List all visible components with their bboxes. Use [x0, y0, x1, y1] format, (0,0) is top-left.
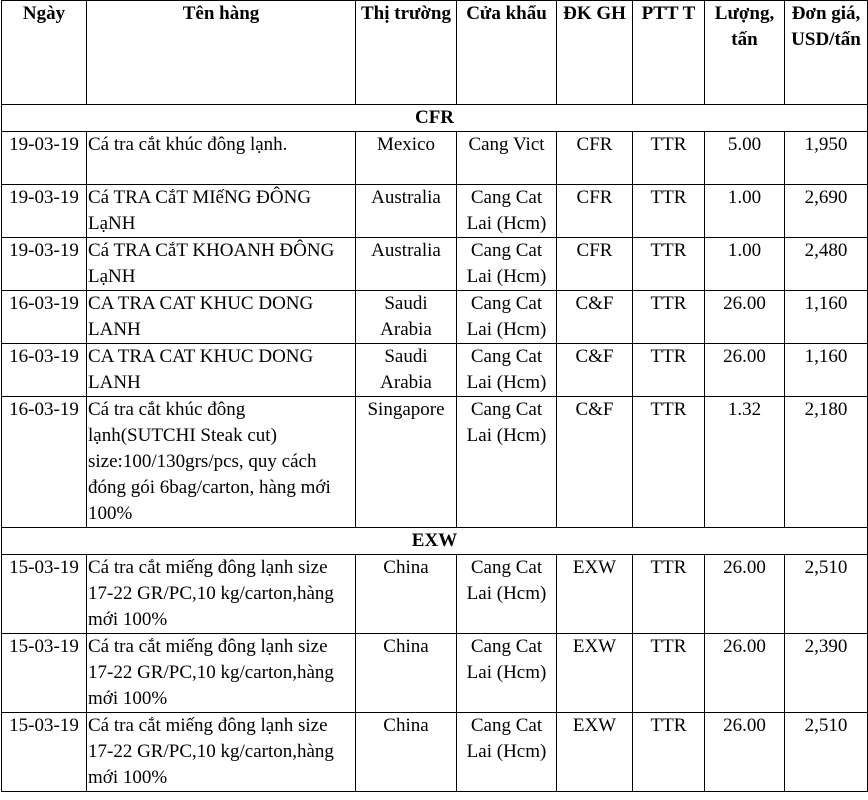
cell-unit-price: 2,390: [785, 634, 868, 713]
cell-payment-method: TTR: [633, 634, 705, 713]
table-row: [2, 713, 868, 792]
cell-market: Mexico: [356, 132, 457, 185]
col-header-market: Thị trường: [356, 1, 457, 105]
cell-port: Cang Cat Lai (Hcm): [457, 238, 557, 291]
cell-date: 16-03-19: [2, 344, 87, 397]
cell-unit-price: 2,690: [785, 185, 868, 238]
cell-quantity: 26.00: [705, 634, 785, 713]
cell-date: 19-03-19: [2, 238, 87, 291]
cell-port: Cang Cat Lai (Hcm): [457, 713, 557, 792]
table-row: [2, 555, 868, 634]
cell-payment-method: TTR: [633, 291, 705, 344]
cell-quantity: 1.32: [705, 397, 785, 528]
cell-delivery-terms: C&F: [557, 397, 633, 528]
cell-product: CA TRA CAT KHUC DONG LANH: [87, 291, 356, 344]
cell-market: Australia: [356, 238, 457, 291]
cell-unit-price: 1,160: [785, 291, 868, 344]
cell-market: Australia: [356, 185, 457, 238]
cell-port: Cang Cat Lai (Hcm): [457, 291, 557, 344]
col-header-delivery-terms: ĐK GH: [557, 1, 633, 105]
cell-delivery-terms: EXW: [557, 634, 633, 713]
cell-delivery-terms: CFR: [557, 132, 633, 185]
cell-product: Cá tra cắt khúc đông lạnh(SUTCHI Steak cut) size:100/130grs/pcs, quy cách đóng gói 6bag/carton, hàng mới 100%: [87, 397, 356, 528]
cell-payment-method: TTR: [633, 555, 705, 634]
cell-port: Cang Cat Lai (Hcm): [457, 555, 557, 634]
export-price-table: [1, 0, 868, 792]
cell-product: Cá TRA CắT KHOANH ĐÔNG LạNH: [87, 238, 356, 291]
cell-market: Singapore: [356, 397, 457, 528]
cell-port: Cang Cat Lai (Hcm): [457, 397, 557, 528]
cell-date: 16-03-19: [2, 397, 87, 528]
table-row: [2, 238, 868, 291]
cell-date: 15-03-19: [2, 634, 87, 713]
cell-date: 15-03-19: [2, 555, 87, 634]
cell-product: Cá tra cắt khúc đông lạnh.: [87, 132, 356, 185]
cell-payment-method: TTR: [633, 397, 705, 528]
cell-date: 19-03-19: [2, 185, 87, 238]
col-header-payment-method: PTT T: [633, 1, 705, 105]
col-header-port: Cửa khẩu: [457, 1, 557, 105]
table-row: [2, 344, 868, 397]
col-header-unit-price: Đơn giá, USD/tấn: [785, 1, 868, 105]
table-row: [2, 634, 868, 713]
cell-delivery-terms: CFR: [557, 238, 633, 291]
cell-market: China: [356, 555, 457, 634]
table-row: [2, 397, 868, 528]
table-row: [2, 132, 868, 185]
cell-quantity: 26.00: [705, 291, 785, 344]
cell-market: Saudi Arabia: [356, 344, 457, 397]
cell-delivery-terms: C&F: [557, 291, 633, 344]
group-label: EXW: [2, 528, 868, 555]
cell-delivery-terms: EXW: [557, 555, 633, 634]
cell-payment-method: TTR: [633, 238, 705, 291]
group-row-exw: [2, 528, 868, 555]
cell-payment-method: TTR: [633, 344, 705, 397]
cell-quantity: 5.00: [705, 132, 785, 185]
cell-quantity: 1.00: [705, 238, 785, 291]
group-row-cfr: [2, 105, 868, 132]
cell-date: 15-03-19: [2, 713, 87, 792]
cell-port: Cang Cat Lai (Hcm): [457, 185, 557, 238]
cell-unit-price: 2,510: [785, 555, 868, 634]
cell-quantity: 1.00: [705, 185, 785, 238]
cell-product: Cá TRA CắT MIếNG ĐÔNG LạNH: [87, 185, 356, 238]
cell-market: China: [356, 713, 457, 792]
table-row: [2, 291, 868, 344]
cell-delivery-terms: CFR: [557, 185, 633, 238]
cell-product: Cá tra cắt miếng đông lạnh size 17-22 GR/PC,10 kg/carton,hàng mới 100%: [87, 713, 356, 792]
cell-delivery-terms: C&F: [557, 344, 633, 397]
cell-quantity: 26.00: [705, 555, 785, 634]
col-header-quantity: Lượng, tấn: [705, 1, 785, 105]
group-label: CFR: [2, 105, 868, 132]
cell-quantity: 26.00: [705, 713, 785, 792]
cell-unit-price: 2,510: [785, 713, 868, 792]
col-header-product: Tên hàng: [87, 1, 356, 105]
cell-date: 16-03-19: [2, 291, 87, 344]
cell-market: Saudi Arabia: [356, 291, 457, 344]
cell-unit-price: 2,180: [785, 397, 868, 528]
table-row: [2, 185, 868, 238]
cell-quantity: 26.00: [705, 344, 785, 397]
cell-market: China: [356, 634, 457, 713]
cell-unit-price: 1,950: [785, 132, 868, 185]
cell-delivery-terms: EXW: [557, 713, 633, 792]
col-header-date: Ngày: [2, 1, 87, 105]
cell-payment-method: TTR: [633, 185, 705, 238]
header-row: [2, 1, 868, 105]
cell-port: Cang Cat Lai (Hcm): [457, 634, 557, 713]
cell-port: Cang Cat Lai (Hcm): [457, 344, 557, 397]
cell-product: Cá tra cắt miếng đông lạnh size 17-22 GR/PC,10 kg/carton,hàng mới 100%: [87, 634, 356, 713]
cell-unit-price: 1,160: [785, 344, 868, 397]
cell-port: Cang Vict: [457, 132, 557, 185]
cell-payment-method: TTR: [633, 132, 705, 185]
cell-product: Cá tra cắt miếng đông lạnh size 17-22 GR/PC,10 kg/carton,hàng mới 100%: [87, 555, 356, 634]
cell-payment-method: TTR: [633, 713, 705, 792]
cell-product: CA TRA CAT KHUC DONG LANH: [87, 344, 356, 397]
cell-unit-price: 2,480: [785, 238, 868, 291]
cell-date: 19-03-19: [2, 132, 87, 185]
